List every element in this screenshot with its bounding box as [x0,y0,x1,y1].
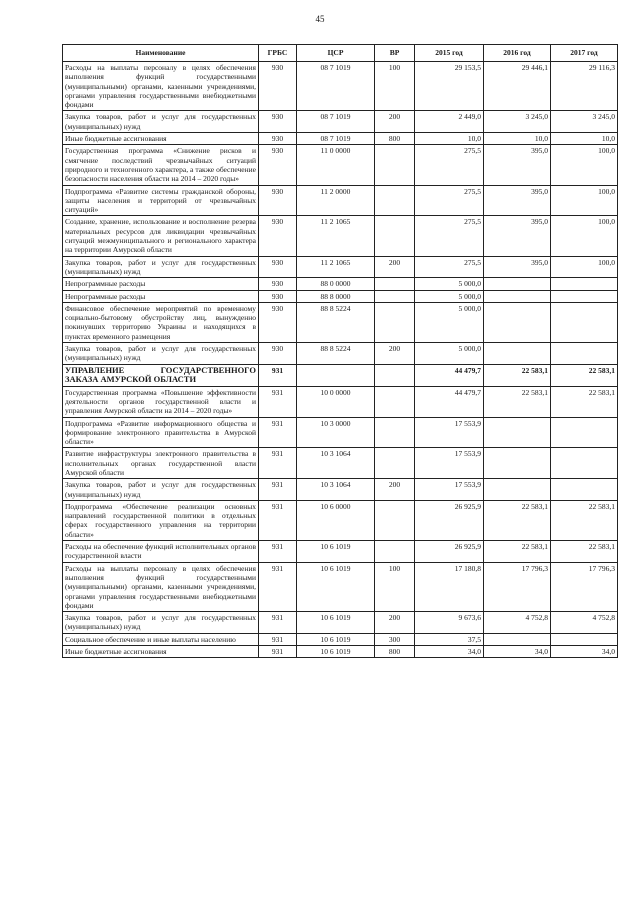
cell-csr: 10 3 0000 [297,417,375,448]
table-row [63,386,618,417]
cell-vr [375,216,415,256]
cell-grbs: 930 [259,62,297,111]
cell-name: Подпрограмма «Развитие информационного общества и формирование электронного правительства в Амурской области» [63,417,259,448]
cell-2016 [484,290,551,302]
cell-vr [375,302,415,342]
cell-name: Иные бюджетные ассигнования [63,133,259,145]
cell-csr: 08 7 1019 [297,133,375,145]
cell-vr: 800 [375,646,415,658]
cell-2016 [484,278,551,290]
cell-vr [375,290,415,302]
cell-vr [375,500,415,540]
cell-2017: 29 116,3 [551,62,618,111]
cell-2015: 275,5 [415,185,484,216]
cell-csr: 11 2 1065 [297,216,375,256]
cell-2017: 22 583,1 [551,386,618,417]
cell-csr: 08 7 1019 [297,111,375,133]
cell-grbs: 931 [259,562,297,611]
cell-grbs: 931 [259,448,297,479]
cell-vr [375,185,415,216]
cell-csr: 10 6 0000 [297,500,375,540]
cell-2016: 10,0 [484,133,551,145]
table-row [63,612,618,634]
cell-2016: 4 752,8 [484,612,551,634]
cell-2015: 5 000,0 [415,343,484,365]
table-row [63,364,618,386]
cell-2016: 395,0 [484,216,551,256]
cell-2015: 10,0 [415,133,484,145]
cell-2017: 100,0 [551,216,618,256]
table-body [63,62,618,658]
cell-2015: 5 000,0 [415,278,484,290]
cell-2016: 395,0 [484,185,551,216]
cell-2015: 37,5 [415,633,484,645]
cell-vr [375,541,415,563]
cell-name: Расходы на выплаты персоналу в целях обеспечения выполнения функций государственными (муниципальными) органами, казенными учреждениями, органами управления государственными внебюджетными фондами [63,62,259,111]
table-row [63,278,618,290]
cell-grbs: 930 [259,133,297,145]
cell-vr: 200 [375,612,415,634]
table-row [63,216,618,256]
cell-2017 [551,417,618,448]
table-row [63,633,618,645]
table-header [63,45,618,62]
cell-grbs: 930 [259,111,297,133]
header-csr: ЦСР [297,45,375,62]
cell-2017 [551,479,618,501]
cell-2016 [484,633,551,645]
cell-csr: 88 8 5224 [297,343,375,365]
cell-vr [375,364,415,386]
cell-grbs: 931 [259,500,297,540]
cell-vr: 800 [375,133,415,145]
cell-2017 [551,290,618,302]
cell-2016 [484,417,551,448]
cell-2016: 17 796,3 [484,562,551,611]
header-2017: 2017 год [551,45,618,62]
cell-2015: 5 000,0 [415,302,484,342]
cell-vr [375,386,415,417]
cell-csr: 10 6 1019 [297,562,375,611]
cell-csr: 88 0 0000 [297,278,375,290]
cell-2017: 100,0 [551,185,618,216]
table-row [63,185,618,216]
cell-grbs: 931 [259,479,297,501]
cell-grbs: 931 [259,541,297,563]
cell-name: Непрограммные расходы [63,278,259,290]
cell-2016 [484,302,551,342]
cell-grbs: 931 [259,646,297,658]
cell-grbs: 930 [259,290,297,302]
cell-2017: 22 583,1 [551,541,618,563]
cell-2016 [484,479,551,501]
cell-csr [297,364,375,386]
header-vr: ВР [375,45,415,62]
cell-csr: 11 0 0000 [297,145,375,185]
cell-2016: 29 446,1 [484,62,551,111]
cell-2016: 3 245,0 [484,111,551,133]
cell-grbs: 930 [259,256,297,278]
cell-2016: 395,0 [484,256,551,278]
cell-2015: 26 925,9 [415,500,484,540]
cell-vr: 200 [375,479,415,501]
cell-2017: 100,0 [551,145,618,185]
cell-2017: 22 583,1 [551,500,618,540]
table-row [63,417,618,448]
table-row [63,448,618,479]
cell-grbs: 930 [259,343,297,365]
table-row [63,343,618,365]
cell-2015: 29 153,5 [415,62,484,111]
header-row [63,45,618,62]
cell-2016: 22 583,1 [484,386,551,417]
cell-2016 [484,448,551,479]
header-name: Наименование [63,45,259,62]
cell-name: Государственная программа «Снижение рисков и смягчение последствий чрезвычайных ситуаций природного и техногенного характера, а также обеспечение безопасности населения области на 2014 – 2020 годы» [63,145,259,185]
table-row [63,145,618,185]
cell-grbs: 931 [259,386,297,417]
cell-2015: 17 553,9 [415,448,484,479]
cell-grbs: 930 [259,216,297,256]
cell-grbs: 931 [259,633,297,645]
cell-grbs: 930 [259,302,297,342]
cell-2015: 17 553,9 [415,417,484,448]
cell-vr: 100 [375,62,415,111]
table-row [63,256,618,278]
cell-name: Подпрограмма «Развитие системы гражданской обороны, защиты населения и территорий от чрезвычайных ситуаций» [63,185,259,216]
table-row [63,646,618,658]
table-row [63,111,618,133]
cell-csr: 10 3 1064 [297,448,375,479]
cell-csr: 10 6 1019 [297,612,375,634]
budget-table [62,44,618,658]
table-row [63,133,618,145]
cell-2017: 22 583,1 [551,364,618,386]
cell-vr: 200 [375,343,415,365]
cell-grbs: 930 [259,145,297,185]
table-row [63,290,618,302]
cell-vr: 300 [375,633,415,645]
cell-2017: 100,0 [551,256,618,278]
cell-2017 [551,302,618,342]
page-number: 45 [315,14,325,24]
cell-2015: 17 553,9 [415,479,484,501]
cell-csr: 10 6 1019 [297,633,375,645]
cell-name: Финансовое обеспечение мероприятий по временному социально-бытовому обустройству лиц, вынужденно покинувших территорию Украины и находящихся в пунктах временного размещения [63,302,259,342]
cell-csr: 11 2 0000 [297,185,375,216]
cell-2015: 44 479,7 [415,364,484,386]
cell-csr: 08 7 1019 [297,62,375,111]
cell-name: Закупка товаров, работ и услуг для государственных (муниципальных) нужд [63,479,259,501]
cell-grbs: 931 [259,612,297,634]
cell-2017: 4 752,8 [551,612,618,634]
cell-2015: 275,5 [415,256,484,278]
cell-2015: 2 449,0 [415,111,484,133]
cell-name: Развитие инфраструктуры электронного правительства в исполнительных органах государственной власти Амурской области [63,448,259,479]
cell-grbs: 930 [259,278,297,290]
header-grbs: ГРБС [259,45,297,62]
cell-name: Непрограммные расходы [63,290,259,302]
cell-vr [375,417,415,448]
cell-2015: 275,5 [415,145,484,185]
cell-grbs: 931 [259,364,297,386]
cell-2015: 17 180,8 [415,562,484,611]
cell-name: Расходы на обеспечение функций исполнительных органов государственной власти [63,541,259,563]
cell-name: Создание, хранение, использование и восполнение резерва материальных ресурсов для ликвидации чрезвычайных ситуаций межмуниципального и регионального характера на территории Амурской области [63,216,259,256]
cell-2015: 5 000,0 [415,290,484,302]
cell-2016 [484,343,551,365]
cell-csr: 88 8 0000 [297,290,375,302]
cell-vr [375,145,415,185]
cell-2015: 9 673,6 [415,612,484,634]
cell-vr: 100 [375,562,415,611]
table-row [63,62,618,111]
cell-name: Социальное обеспечение и иные выплаты населению [63,633,259,645]
cell-name: Закупка товаров, работ и услуг для государственных (муниципальных) нужд [63,343,259,365]
cell-name: УПРАВЛЕНИЕ ГОСУДАРСТВЕННОГО ЗАКАЗА АМУРСКОЙ ОБЛАСТИ [63,364,259,386]
cell-vr [375,278,415,290]
cell-vr [375,448,415,479]
cell-grbs: 930 [259,185,297,216]
cell-name: Закупка товаров, работ и услуг для государственных (муниципальных) нужд [63,111,259,133]
cell-2015: 34,0 [415,646,484,658]
cell-name: Расходы на выплаты персоналу в целях обеспечения выполнения функций государственными (муниципальными) органами, казенными учреждениями, органами управления государственными внебюджетными фондами [63,562,259,611]
cell-name: Подпрограмма «Обеспечение реализации основных направлений государственной политики в отдельных сферах государственного управления на территории области» [63,500,259,540]
table-row [63,302,618,342]
cell-2017: 34,0 [551,646,618,658]
header-2015: 2015 год [415,45,484,62]
cell-2015: 44 479,7 [415,386,484,417]
cell-vr: 200 [375,256,415,278]
cell-grbs: 931 [259,417,297,448]
cell-2017: 10,0 [551,133,618,145]
cell-2016: 22 583,1 [484,364,551,386]
cell-name: Иные бюджетные ассигнования [63,646,259,658]
cell-vr: 200 [375,111,415,133]
cell-2016: 395,0 [484,145,551,185]
cell-2017 [551,633,618,645]
header-2016: 2016 год [484,45,551,62]
cell-name: Государственная программа «Повышение эффективности деятельности органов государственной власти и управления Амурской области на 2014 – 2020 годы» [63,386,259,417]
cell-2016: 22 583,1 [484,541,551,563]
cell-2015: 275,5 [415,216,484,256]
cell-2017 [551,448,618,479]
cell-2017 [551,343,618,365]
cell-2017: 3 245,0 [551,111,618,133]
table-row [63,479,618,501]
table-row [63,500,618,540]
cell-2017 [551,278,618,290]
table-row [63,541,618,563]
cell-name: Закупка товаров, работ и услуг для государственных (муниципальных) нужд [63,256,259,278]
cell-csr: 10 6 1019 [297,541,375,563]
cell-2016: 22 583,1 [484,500,551,540]
table-row [63,562,618,611]
cell-2017: 17 796,3 [551,562,618,611]
cell-name: Закупка товаров, работ и услуг для государственных (муниципальных) нужд [63,612,259,634]
cell-csr: 10 6 1019 [297,646,375,658]
cell-csr: 11 2 1065 [297,256,375,278]
cell-csr: 10 3 1064 [297,479,375,501]
cell-csr: 88 8 5224 [297,302,375,342]
cell-2016: 34,0 [484,646,551,658]
cell-2015: 26 925,9 [415,541,484,563]
cell-csr: 10 0 0000 [297,386,375,417]
